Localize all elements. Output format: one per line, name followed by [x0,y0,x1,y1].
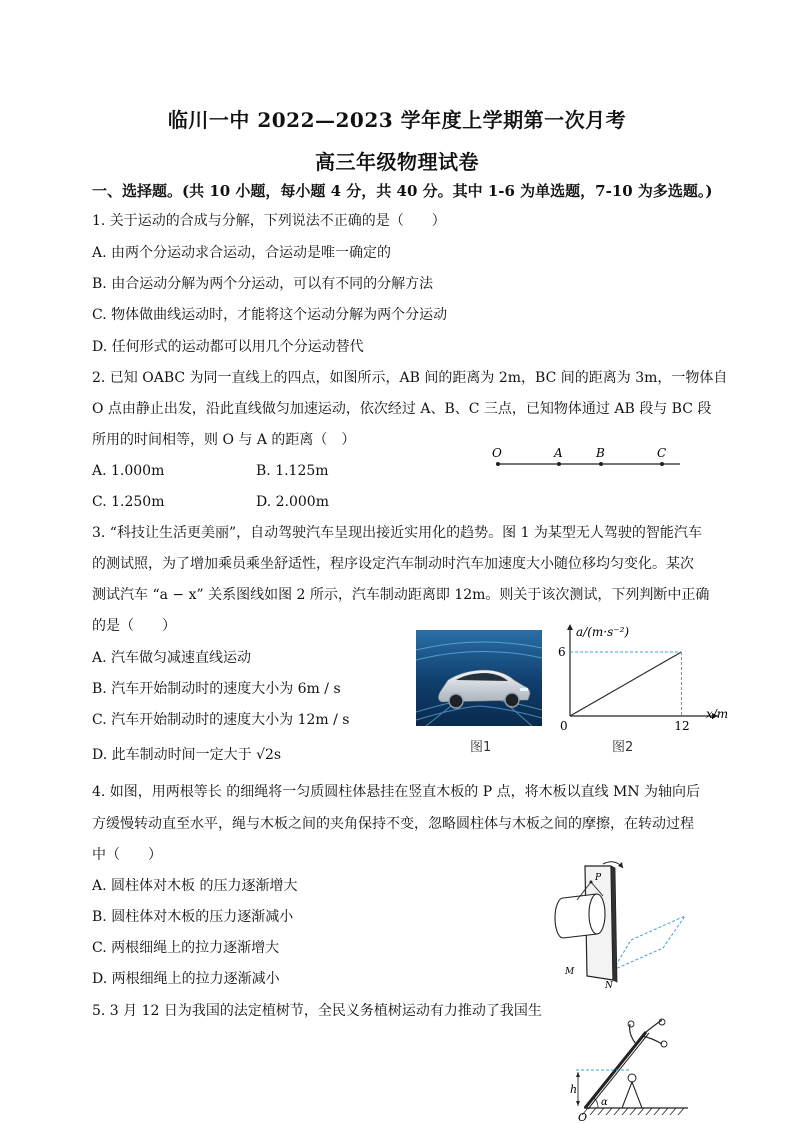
y-axis-label: a/(m·s⁻²) [576,625,630,639]
q2-line-diagram [484,442,684,474]
q2-line-2: O 点由静止出发，沿此直线做匀加速运动，依次经过 A、B、C 三点，已知物体通过 AB 段与 BC 段 [92,401,712,417]
q4-option-c: C. 两根细绳上的拉力逐渐增大 [92,940,280,956]
car-photo-figure [416,630,542,726]
q2-line-1: 2. 已知 OABC 为同一直线上的四点，如图所示，AB 间的距离为 2m，BC 间的距离为 3m，一物体自 [92,370,728,386]
figure-2-caption: 图2 [612,740,634,755]
y-tick-6: 6 [558,645,566,659]
x-tick-12: 12 [674,719,690,733]
figure-1-caption: 图1 [470,740,492,755]
origin-label: 0 [560,719,568,733]
q3-line-1: 3. “科技让生活更美丽”，自动驾驶汽车呈现出接近实用化的趋势。图 1 为某型无人驾驶的智能汽车 [92,525,702,541]
q3-line-3: 测试汽车 “a − x” 关系图线如图 2 所示，汽车制动距离即 12m。则关于该次测试，下列判断中正确 [92,587,710,603]
q3-line-2: 的测试照，为了增加乘员乘坐舒适性，程序设定汽车制动时汽车加速度大小随位移均匀变化。某次 [92,556,694,572]
y-axis-arrow [567,624,573,630]
q4-option-d: D. 两根细绳上的拉力逐渐减小 [92,971,280,987]
q2-option-a: A. 1.000m [92,463,165,479]
q1-option-d: D. 任何形式的运动都可以用几个分运动替代 [92,339,364,355]
q3-line-4: 的是（ ） [92,618,176,634]
a-x-chart [550,618,730,733]
q3-option-b: B. 汽车开始制动时的速度大小为 6m / s [92,681,341,697]
label-alpha: α [601,1097,608,1108]
point-a-label: A [554,446,563,460]
q2-option-c: C. 1.250m [92,494,165,510]
a-x-series-line [570,652,681,716]
x-axis-label: x/m [706,707,729,721]
tree-lever-diagram [566,1018,690,1122]
point-a-dot [557,462,561,466]
q4-option-b: B. 圆柱体对木板的压力逐渐减小 [92,909,294,925]
q1-option-b: B. 由合运动分解为两个分运动，可以有不同的分解方法 [92,276,434,292]
q4-line-2: 方缓慢转动直至水平，绳与木板之间的夹角保持不变，忽略圆柱体与木板之间的摩擦，在转动过程 [92,816,694,832]
point-o-dot [496,462,500,466]
label-n: N [605,981,613,988]
q2-option-d: D. 2.000m [256,494,329,510]
q4-option-a: A. 圆柱体对木板 的压力逐渐增大 [92,878,298,894]
q2-line-3: 所用的时间相等，则 O 与 A 的距离（ ） [92,432,356,448]
q1-option-c: C. 物体做曲线运动时，才能将这个运动分解为两个分运动 [92,307,448,323]
q3-option-c: C. 汽车开始制动时的速度大小为 12m / s [92,712,350,728]
exam-title: 临川一中 2022—2023 学年度上学期第一次月考 [167,108,627,132]
q5-line-1: 5. 3 月 12 日为我国的法定植树节，全民义务植树运动有力推动了我国生 [92,1003,542,1019]
q4-line-3: 中（ ） [92,847,162,863]
section-heading: 一、选择题。(共 10 小题，每小题 4 分，共 40 分。其中 1-6 为单选题，7-10 为多选题。) [92,182,713,200]
q3-option-a: A. 汽车做匀减速直线运动 [92,650,252,666]
point-c-dot [660,462,664,466]
q1-option-a: A. 由两个分运动求合运动，合运动是唯一确定的 [92,245,392,261]
exam-subtitle: 高三年级物理试卷 [315,150,479,174]
label-p: P [595,873,602,883]
q4-line-1: 4. 如图，用两根等长 的细绳将一匀质圆柱体悬挂在竖直木板的 P 点，将木板以直线 MN 为轴向后 [92,784,701,800]
point-b-label: B [596,446,605,460]
q1-stem: 1. 关于运动的合成与分解，下列说法不正确的是（ ） [92,213,446,229]
q3-option-d: D. 此车制动时间一定大于 √2s [92,747,282,763]
point-c-label: C [657,446,667,460]
point-b-dot [599,462,603,466]
label-o: O [578,1111,588,1122]
q2-option-b: B. 1.125m [256,463,329,479]
point-o-label: O [492,446,502,460]
cylinder-board-diagram [545,860,690,988]
label-h: h [570,1083,578,1096]
label-m: M [565,967,575,977]
